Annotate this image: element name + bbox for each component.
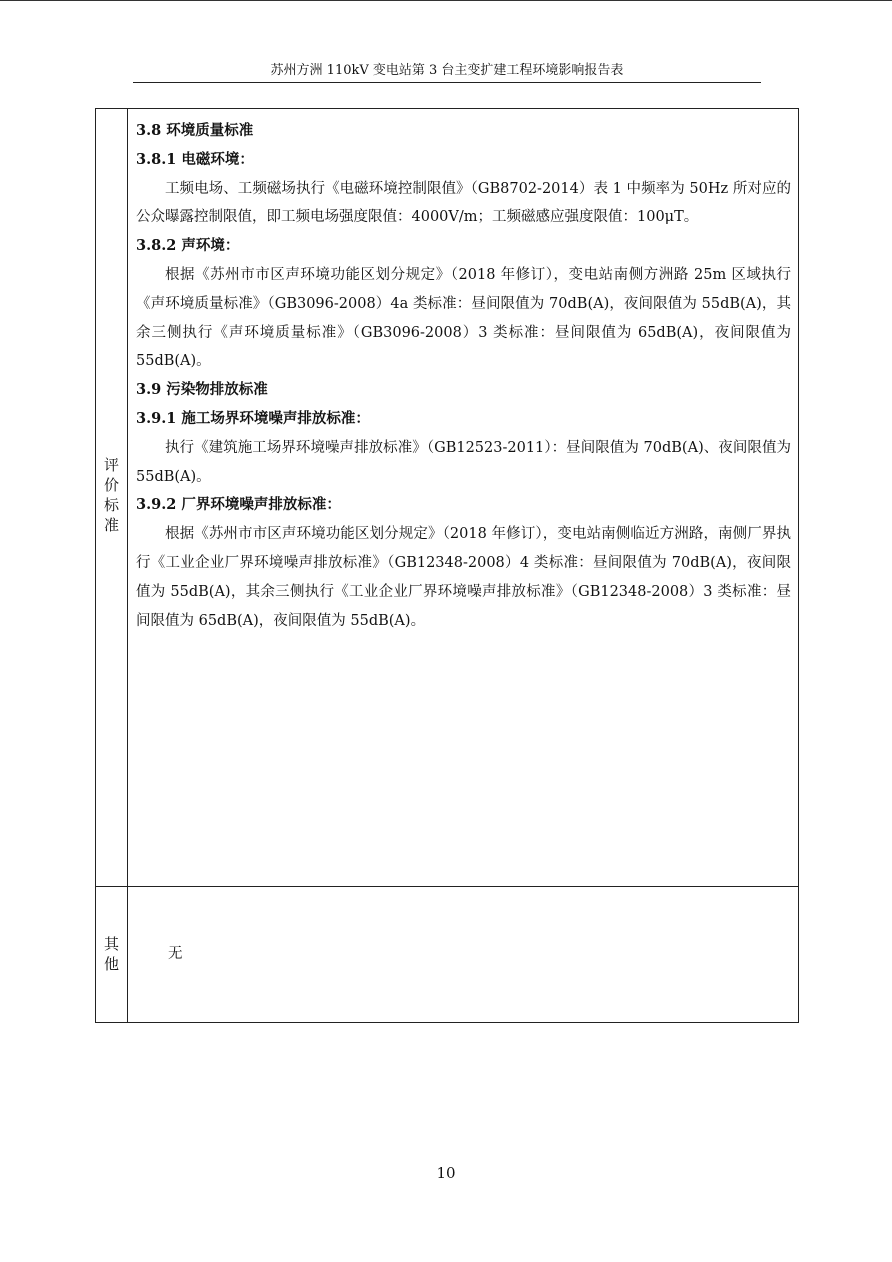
label-char: 他 <box>103 955 119 973</box>
section-paragraph: 工频电场、工频磁场执行《电磁环境控制限值》（GB8702-2014）表 1 中频率为 50Hz 所对应的公众曝露控制限值，即工频电场强度限值：4000V/m；工频磁感应强度限值：100μT。 <box>136 180 791 226</box>
label-char: 价 <box>103 476 119 494</box>
label-char: 标 <box>103 496 119 514</box>
section-heading: 3.8.2 声环境： <box>136 237 240 255</box>
section-heading: 3.9.2 厂界环境噪声排放标准： <box>136 496 341 514</box>
section-paragraph: 根据《苏州市市区声环境功能区划分规定》（2018 年修订），变电站南侧方洲路 25m 区域执行《声环境质量标准》（GB3096-2008）4a 类标准：昼间限值为 70dB(A)，夜间限值为 55dB(A)，其余三侧执行《声环境质量标准》（GB3096-2008）3 类标准：昼间限值为 65dB(A)，夜间限值为 55dB(A)。 <box>136 266 791 370</box>
section-heading: 3.8 环境质量标准 <box>136 122 254 139</box>
running-header: 苏州方洲 110kV 变电站第 3 台主变扩建工程环境影响报告表 <box>270 63 624 78</box>
section-heading: 3.9.1 施工场界环境噪声排放标准： <box>136 409 370 427</box>
section-paragraph: 执行《建筑施工场界环境噪声排放标准》（GB12523-2011）：昼间限值为 70dB(A)、夜间限值为 55dB(A)。 <box>136 439 791 485</box>
label-char: 评 <box>103 456 119 474</box>
label-char: 其 <box>103 935 119 953</box>
evaluation-standards-content <box>136 117 791 635</box>
page-number: 10 <box>436 1164 456 1182</box>
section-heading: 3.8.1 电磁环境： <box>136 150 254 168</box>
row-label-evaluation-standards <box>96 455 127 535</box>
other-value: 无 <box>168 946 183 962</box>
label-char: 准 <box>103 516 119 534</box>
form-table <box>95 108 799 1023</box>
section-heading: 3.9 污染物排放标准 <box>136 381 268 399</box>
row-divider <box>96 886 798 887</box>
section-paragraph: 根据《苏州市市区声环境功能区划分规定》（2018 年修订），变电站南侧临近方洲路，南侧厂界执行《工业企业厂界环境噪声排放标准》（GB12348-2008）4 类标准：昼间限值为 70dB(A)，夜间限值为 55dB(A)，其余三侧执行《工业企业厂界环境噪声排放标准》（GB12348-2008）3 类标准：昼间限值为 65dB(A)，夜间限值为 55dB(A)。 <box>136 526 791 629</box>
row-label-other <box>96 934 127 974</box>
header-rule <box>133 82 761 83</box>
top-border-line <box>0 0 892 1</box>
